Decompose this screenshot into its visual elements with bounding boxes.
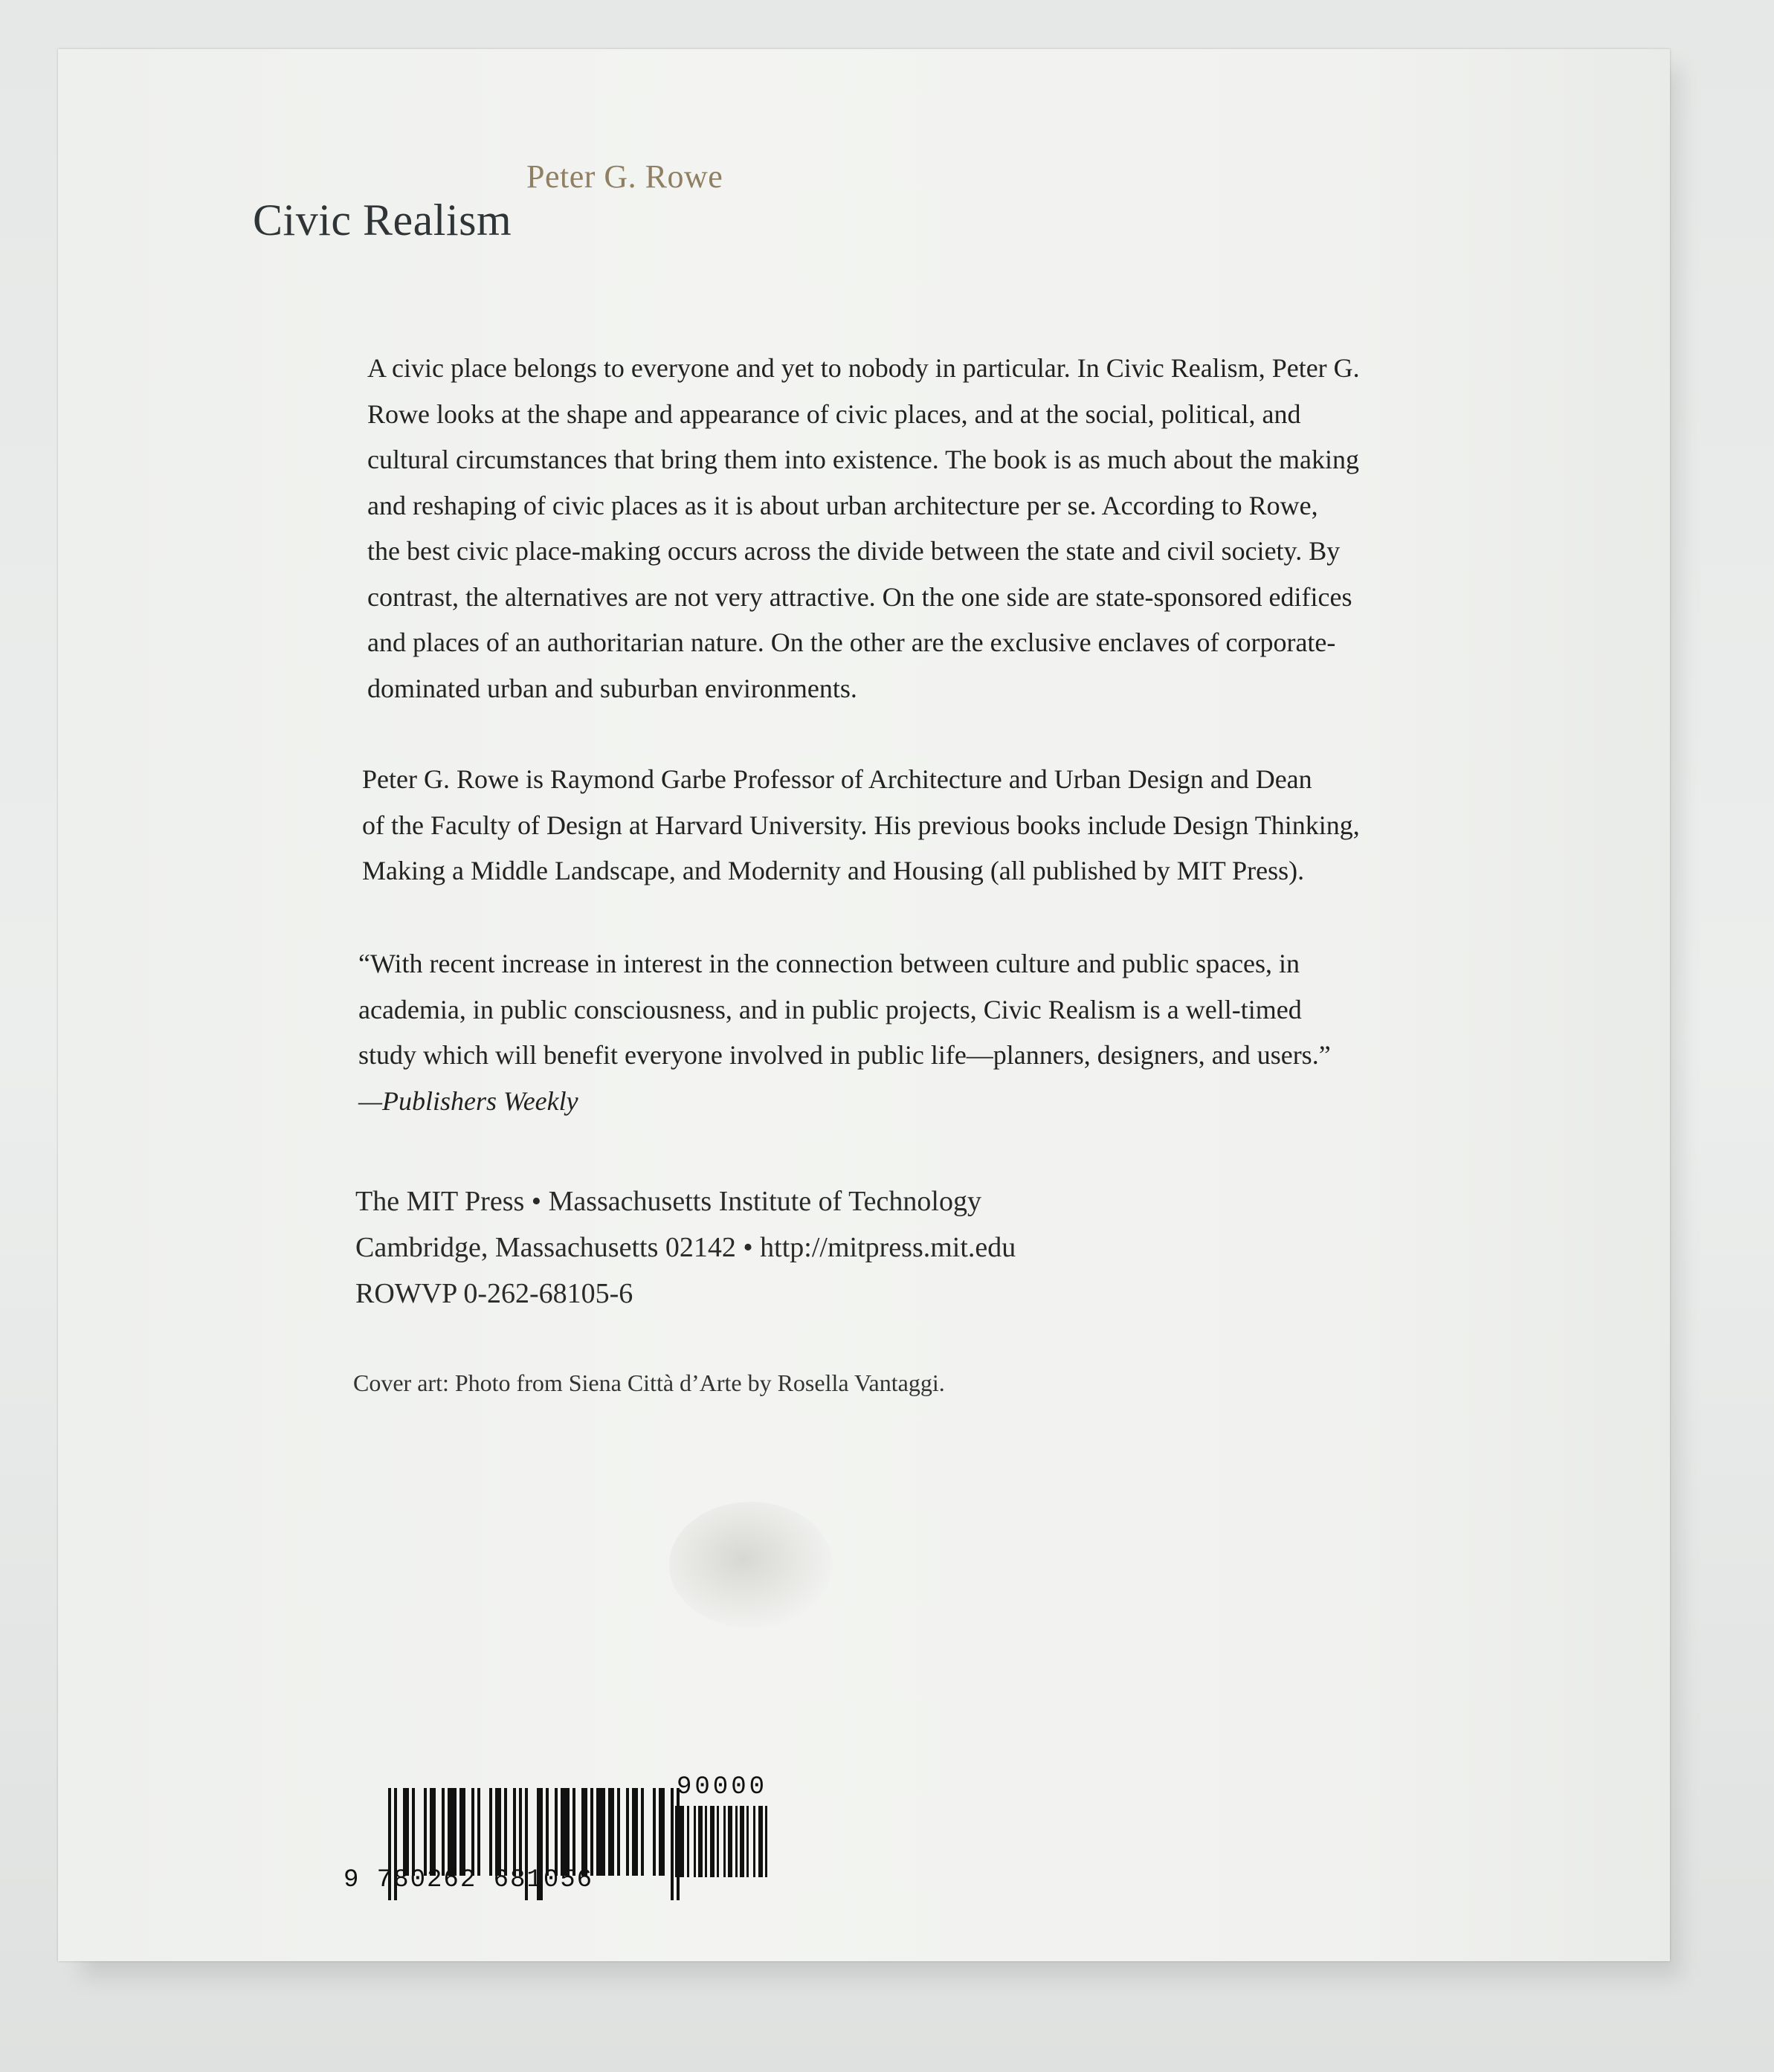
quote-line: “With recent increase in interest in the connection between culture and public spaces, in: [358, 949, 1300, 978]
barcode-bar: [581, 1788, 587, 1876]
barcode-bar: [753, 1806, 755, 1877]
barcode-bar: [504, 1788, 507, 1876]
description-line: and reshaping of civic places as it is about urban architecture per se. According to Rowe,: [367, 490, 1318, 520]
barcode-bar: [632, 1788, 638, 1876]
book-title: Civic Realism: [253, 196, 512, 245]
barcode-bar: [723, 1806, 726, 1877]
author-name: Peter G. Rowe: [526, 158, 723, 195]
isbn-barcode-bars: [388, 1788, 678, 1876]
description-line: dominated urban and suburban environments.: [367, 673, 857, 703]
barcode-bar: [626, 1788, 629, 1876]
barcode-bar: [572, 1788, 575, 1876]
barcode-bar: [694, 1806, 696, 1877]
bio-line: Peter G. Rowe is Raymond Garbe Professor of Architecture and Urban Design and Dean: [362, 764, 1312, 794]
author-bio-paragraph: [362, 757, 1360, 894]
barcode-bar: [653, 1788, 656, 1876]
barcode-bar: [746, 1806, 749, 1877]
barcode-bar: [710, 1806, 715, 1877]
barcode-bar: [430, 1788, 436, 1876]
description-line: contrast, the alternatives are not very attractive. On the one side are state-sponsored edifices: [367, 581, 1352, 612]
barcode-bar: [680, 1806, 684, 1877]
barcode-bar: [590, 1788, 593, 1876]
cover-stain: [669, 1502, 833, 1628]
description-line: the best civic place-making occurs across the divide between the state and civil society. By: [367, 536, 1341, 566]
barcode-bar: [471, 1788, 474, 1876]
barcode-bar: [477, 1788, 480, 1876]
barcode-bar: [659, 1788, 665, 1876]
barcode-bar: [740, 1806, 744, 1877]
description-line: cultural circumstances that bring them into existence. The book is as much about the making: [367, 445, 1359, 474]
barcode-bar: [489, 1788, 492, 1876]
barcode-bar: [705, 1806, 707, 1877]
barcode-bar: [758, 1806, 763, 1877]
barcode-bar: [675, 1806, 677, 1877]
barcode-bar: [765, 1806, 767, 1877]
isbn-barcode-digits: 9 780262 681056: [343, 1866, 594, 1894]
barcode-bar: [671, 1788, 674, 1900]
barcode-bar: [442, 1788, 445, 1876]
barcode-bar: [448, 1788, 457, 1876]
publisher-line: Cambridge, Massachusetts 02142 • http://mitpress.mit.edu: [355, 1232, 1016, 1263]
barcode-bar: [555, 1788, 558, 1876]
barcode-bar: [424, 1788, 427, 1876]
quote-line: study which will benefit everyone involved in public life—planners, designers, and users.”: [358, 1040, 1331, 1070]
barcode-bar: [717, 1806, 719, 1877]
price-addon-bars: [675, 1806, 781, 1877]
barcode-bar: [728, 1806, 732, 1877]
price-addon-digits: 90000: [677, 1773, 768, 1801]
quote-line: academia, in public consciousness, and in public projects, Civic Realism is a well-timed: [358, 994, 1302, 1024]
description-paragraph: [367, 346, 1360, 711]
publisher-info: [355, 1178, 1016, 1317]
barcode-bar: [513, 1788, 516, 1876]
barcode-bar: [698, 1806, 703, 1877]
description-line: and places of an authoritarian nature. On the other are the exclusive enclaves of corporate-: [367, 627, 1336, 657]
barcode-bar: [608, 1788, 614, 1876]
barcode-bar: [519, 1788, 522, 1876]
description-line: Rowe looks at the shape and appearance of civic places, and at the social, political, and: [367, 398, 1301, 429]
barcode-bar: [459, 1788, 465, 1876]
barcode-bar: [546, 1788, 549, 1876]
barcode-bar: [617, 1788, 620, 1876]
bio-line: Making a Middle Landscape, and Modernity and Housing (all published by MIT Press).: [362, 856, 1305, 885]
barcode-bar: [495, 1788, 501, 1876]
barcode-bar: [735, 1806, 738, 1877]
bio-line: of the Faculty of Design at Harvard University. His previous books include Design Thinking,: [362, 810, 1360, 840]
quote-attribution: —Publishers Weekly: [358, 1085, 578, 1116]
barcode-bar: [561, 1788, 570, 1876]
publisher-line: The MIT Press • Massachusetts Institute of Technology: [355, 1186, 981, 1217]
barcode: [343, 1773, 790, 1907]
publisher-line: ROWVP 0-262-68105-6: [355, 1278, 633, 1309]
barcode-bar: [403, 1788, 409, 1876]
review-quote: [358, 941, 1331, 1124]
barcode-bar: [412, 1788, 415, 1876]
cover-art-credit: Cover art: Photo from Siena Città d’Arte by Rosella Vantaggi.: [353, 1369, 945, 1396]
barcode-bar: [687, 1806, 689, 1877]
barcode-bar: [641, 1788, 644, 1876]
description-line: A civic place belongs to everyone and yet to nobody in particular. In Civic Realism, Peter G.: [367, 353, 1360, 383]
barcode-bar: [596, 1788, 605, 1876]
